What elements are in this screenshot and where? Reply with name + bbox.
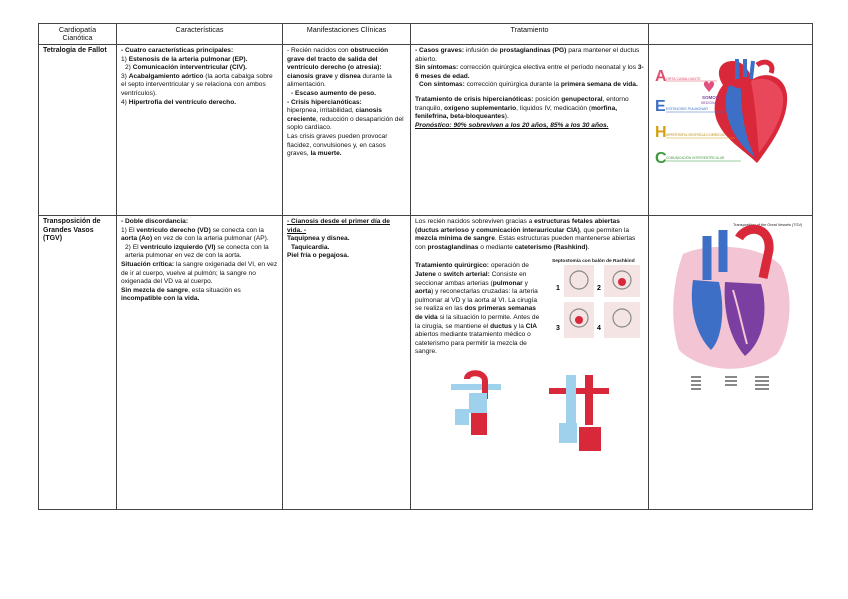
letter-a: A: [655, 68, 667, 85]
text-bold: Acabalgamiento aórtico: [128, 72, 204, 80]
text: 1) El: [121, 226, 137, 234]
text-bold: pulmonar: [492, 279, 523, 287]
num: 1): [121, 55, 129, 63]
text-bold: incompatible con la vida.: [121, 295, 200, 303]
text-bold: dos primeras semanas de vida: [415, 305, 536, 321]
tgv-manifestaciones-cell: [283, 216, 411, 510]
text: . Estas estructuras pueden mantenerse abiertas con: [415, 235, 636, 251]
fallot-heart-illustration: [653, 55, 807, 171]
legend-line: [691, 388, 701, 390]
text: y: [522, 279, 528, 287]
panel-4: [604, 302, 640, 338]
text: y: [332, 72, 340, 80]
prognosis-text: Pronóstico: 90% sobreviven a los 20 años, 85% a los 30 años.: [415, 121, 609, 129]
ventricle: [579, 427, 601, 451]
text: Las crisis graves pueden provocar flacidez, convulsiones y, en casos graves,: [287, 132, 388, 158]
text-bold: Sin síntomas:: [415, 64, 459, 72]
label-c: COMUNICACIÓN INTERVENTRICULAR: [666, 156, 725, 160]
text: , esta situación es: [188, 286, 241, 294]
text-bold: genupectoral: [561, 95, 603, 103]
text: hiperpnea, irritabilidad,: [287, 107, 356, 115]
text: .: [587, 243, 590, 251]
ventricle-blue: [455, 409, 469, 425]
header-cardiopatia: Cardiopatía Cianótica: [39, 24, 117, 45]
cardiopathy-table: [38, 23, 813, 510]
text: (la aorta cabalga sobre el septo interventricular y se relaciona con ambos ventrículos).: [121, 72, 273, 97]
text-bold: prostaglandinas (PG): [499, 47, 567, 54]
text-bold: CIA: [525, 322, 538, 330]
legend-line: [691, 376, 701, 378]
logo-somos: SOMOS: [702, 95, 719, 100]
text-bold: Taquicardia.: [291, 243, 330, 251]
text-bold: Hipertrofia del ventrículo derecho.: [128, 98, 237, 106]
text: si la situación lo permite. Antes de la cirugía, se mantiene el: [415, 313, 540, 330]
text: Los recién nacidos sobreviven gracias a: [415, 218, 535, 225]
text-bold: Piel fría o pegajosa.: [287, 252, 349, 260]
text: en vez de con la arteria pulmonar (AP).: [152, 235, 269, 243]
text: ).: [504, 113, 509, 121]
panel-1: [564, 265, 594, 297]
text-bold: Comunicación interventricular (CIV).: [132, 64, 248, 72]
text: la sangre oxigenada del VI, en vez de ir al cuerpo, vuelve al pulmón; la sangre no oxigenada del VD va al cuerpo.: [121, 260, 278, 286]
text-bold: cianosis creciente: [287, 107, 382, 123]
heart-logo-icon: [704, 81, 714, 92]
text-bold: switch arterial:: [443, 270, 490, 278]
header-row: [39, 24, 813, 45]
text-bold: mezcla mínima de sangre: [415, 235, 495, 243]
text: corrección quirúrgica durante la: [464, 81, 561, 89]
text-bold: - Escaso aumento de peso.: [291, 89, 377, 97]
text: se conecta con la arteria pulmonar en vez de con la aorta.: [125, 243, 269, 260]
text-bold: aorta: [415, 288, 432, 296]
text-bold: prostaglandinas: [427, 243, 479, 251]
legend-line: [691, 380, 701, 382]
ventricle: [471, 413, 487, 435]
text: , entorno tranquilo,: [415, 95, 629, 112]
step-4: 4: [597, 325, 601, 333]
text: abiertos mediante tratamiento médico o cateterismo para permitir la mezcla de sangre.: [415, 331, 531, 356]
text-bold: - Casos graves:: [415, 47, 465, 54]
num: 3): [121, 72, 129, 80]
text-bold: Taquipnea y disnea.: [287, 235, 350, 243]
disease-name: Transposición de Grandes Vasos (TGV): [43, 218, 101, 243]
num: 2): [125, 64, 133, 72]
text: se conecta con la: [210, 226, 264, 234]
header-image: [649, 24, 813, 45]
text: posición: [533, 95, 562, 103]
text-bold-underline: - Cianosis desde el primer día de vida. -: [287, 218, 390, 234]
balloon-2: [618, 278, 626, 286]
text-bold: ventrículo izquierdo (VI): [140, 243, 216, 251]
text-bold: Con síntomas:: [419, 81, 465, 89]
text: operación de: [489, 262, 529, 270]
text: 2) El: [125, 243, 141, 251]
text: durante la alimentación.: [287, 72, 392, 89]
text: o mediante: [478, 243, 515, 251]
text-bold: obstrucción grave del tracto de salida del ventrículo derecho (o atresia): cianosis grave: [287, 47, 389, 80]
fallot-image-cell: [649, 45, 813, 216]
after-switch-diagram: [549, 375, 609, 451]
text-bold: oxígeno suplementario: [443, 104, 517, 112]
text: ) y reconectarlas cruzadas: la arteria pulmonar al VD y la aorta al VI. La cirugía se realiza en las: [415, 288, 538, 313]
tgv-name-cell: [39, 216, 117, 510]
tgv-image-cell: [649, 216, 813, 510]
num: 4): [121, 98, 129, 106]
tgv-heart-illustration: [653, 220, 807, 406]
switch-surgery-illustration: [441, 369, 641, 459]
text-bold: aorta (Ao): [121, 235, 153, 243]
legend-line: [755, 384, 769, 386]
text-bold: disnea: [339, 72, 361, 80]
fallot-name-cell: [39, 45, 117, 216]
table-row-fallot: [39, 45, 813, 216]
before-switch-diagram: [451, 373, 501, 435]
legend-line: [725, 380, 737, 382]
text-bold: 3-6 meses de edad.: [415, 64, 644, 80]
step-3: 3: [556, 325, 560, 333]
text-bold: - Crisis hipercianóticas:: [287, 98, 362, 106]
text: - Recién nacidos con: [287, 47, 351, 54]
letter-h: H: [655, 124, 667, 141]
text-bold: ductus: [490, 322, 512, 330]
text-bold: Estenosis de la arteria pulmonar (EP).: [128, 55, 248, 63]
ventricle-blue: [559, 423, 577, 443]
header-caracteristicas: Características: [117, 24, 283, 45]
fallot-manifestaciones-cell: [283, 45, 411, 216]
label-e: ESTENOSIS PULMONAR: [666, 107, 708, 111]
text: Consiste en seccionar ambas arterias (: [415, 270, 527, 287]
septostomy-title: Septostomía con balón de Rashkind: [552, 259, 635, 265]
text: , reducción o desaparición del soplo cardíaco.: [287, 115, 404, 132]
text: infusión de: [464, 47, 500, 54]
text-bold: cateterismo (Rashkind): [514, 243, 588, 251]
text-bold: Tratamiento de crisis hipercianóticas:: [415, 95, 534, 103]
septostomy-illustration: [548, 256, 644, 340]
legend-line: [725, 384, 737, 386]
logo-sub: MEDICINA: [701, 101, 717, 105]
legend-line: [755, 388, 769, 390]
fallot-tratamiento-cell: [411, 45, 649, 216]
figure-legend: [691, 376, 769, 390]
step-2: 2: [597, 285, 601, 293]
text: , líquidos IV, medicación (: [516, 104, 592, 112]
tgv-tratamiento-cell: [411, 216, 649, 510]
text: para mantener el ductus abierto.: [415, 47, 640, 63]
text-bold: Sin mezcla de sangre: [121, 286, 189, 294]
disease-name: Tetralogía de Fallot: [43, 47, 107, 54]
label-a: ORTA CABALGANTE: [666, 77, 701, 81]
text: o: [435, 270, 444, 278]
text-bold: primera semana de vida.: [560, 81, 638, 89]
legend-line: [691, 384, 701, 386]
tgv-caracteristicas-cell: [117, 216, 283, 510]
step-1: 1: [556, 285, 560, 293]
figure-title: Transposition of the Great Vessels (TGV): [733, 223, 803, 227]
letter-e: E: [655, 98, 666, 115]
fallot-caracteristicas-cell: [117, 45, 283, 216]
aortic-arch: [757, 62, 772, 73]
text-bold: morfina, fenilefrina, beta-bloqueantes: [415, 104, 618, 121]
label-h: HIPERTROFIA VENTRÍCULO DERECHO: [666, 133, 726, 137]
header-tratamiento: Tratamiento: [411, 24, 649, 45]
text-bold: la muerte.: [310, 150, 342, 158]
text: corrección quirúrgica electiva entre el período neonatal y los: [458, 64, 638, 72]
great-vessel: [469, 393, 487, 413]
legend-line: [725, 376, 737, 378]
text-bold: Jatene: [415, 270, 436, 278]
header-manifestaciones: Manifestaciones Clínicas: [283, 24, 411, 45]
legend-line: [755, 376, 769, 378]
text: y la: [511, 322, 526, 330]
text-intro: - Cuatro características principales:: [121, 47, 234, 54]
table-row-tgv: [39, 216, 813, 510]
text-bold: estructuras fetales abiertas (ductus arterioso y comunicación interauricular CIA): [415, 218, 620, 234]
text-bold: Tratamiento quirúrgico:: [415, 262, 490, 270]
legend-line: [755, 380, 769, 382]
text-bold: ventrículo derecho (VD): [136, 226, 211, 234]
text-bold: Situación crítica:: [121, 260, 175, 268]
letter-c: C: [655, 150, 667, 167]
balloon-3: [575, 316, 583, 324]
text-intro: - Doble discordancia:: [121, 218, 189, 225]
text: , que permiten la: [579, 226, 630, 234]
